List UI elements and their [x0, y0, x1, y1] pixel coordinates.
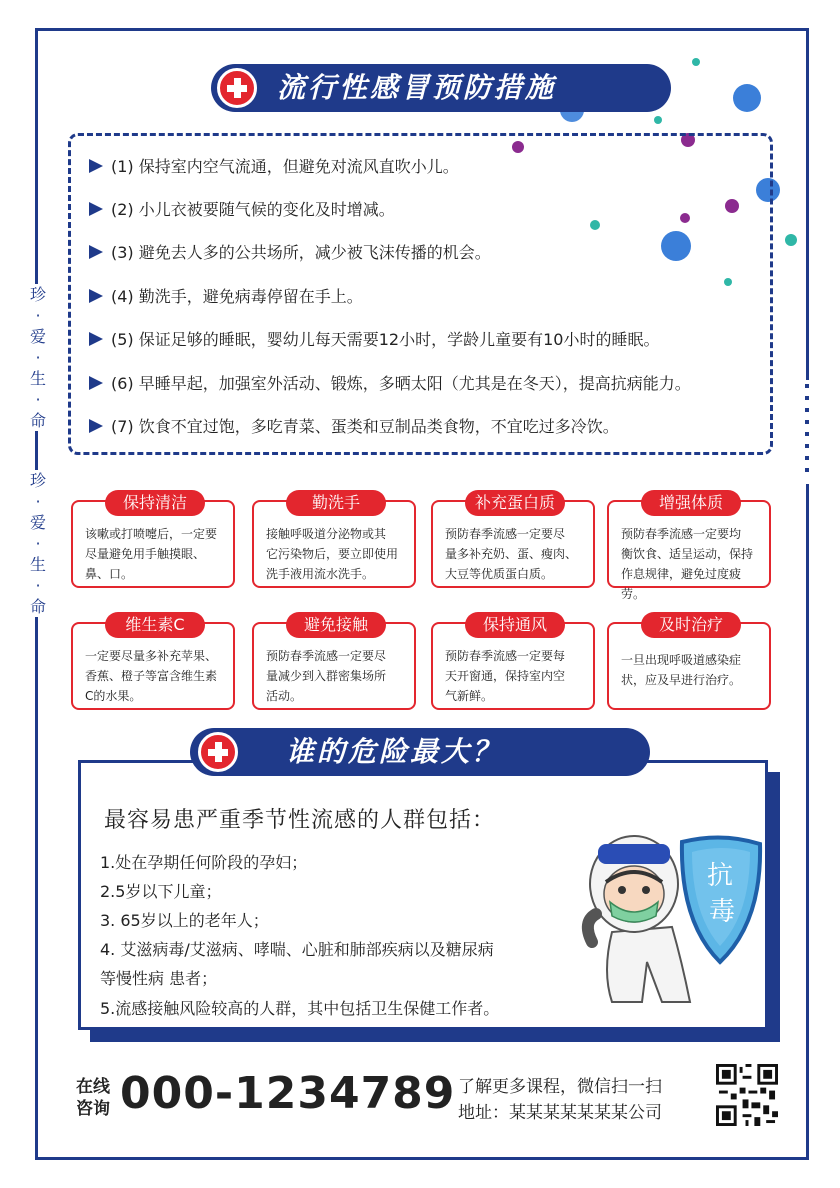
tip-card-body: 一定要尽量多补充苹果、 香蕉、橙子等富含维生素 C的水果。 [85, 649, 218, 703]
medical-cross-icon [198, 732, 238, 772]
side-char: 生 [29, 369, 46, 388]
tip-card-body: 该嗽或打喷嚏后，一定要 尽量避免用手触摸眼、 鼻、口。 [85, 527, 218, 581]
measure-item: (7) 饮食不宜过饱，多吃青菜、蛋类和豆制品类食物，不宜吃过多冷饮。 [89, 414, 619, 437]
side-char: 生 [29, 555, 46, 574]
side-char: · [35, 390, 41, 409]
side-text-top [29, 284, 47, 431]
risk-title-text: 谁的危险最大？ [286, 735, 504, 768]
triangle-bullet-icon [89, 289, 103, 303]
triangle-bullet-icon [89, 419, 103, 433]
tip-card-body: 预防春季流感一定要尽 量减少到入群密集场所 活动。 [266, 649, 387, 703]
side-char: · [35, 348, 41, 367]
triangle-bullet-icon [89, 159, 103, 173]
measure-item: (2) 小儿衣被要随气候的变化及时增减。 [89, 197, 395, 220]
tip-card-body: 预防春季流感一定要尽 量多补充奶、蛋、瘦肉、 大豆等优质蛋白质。 [445, 527, 578, 581]
measure-item: (5) 保证足够的睡眠，婴幼儿每天需要12小时，学龄儿童要有10小时的睡眠。 [89, 327, 659, 350]
tip-card-title: 勤洗手 [286, 490, 386, 516]
risk-item: 3. 65岁以上的老年人； [100, 911, 269, 930]
shield-text: 毒 [708, 897, 736, 927]
side-char: · [35, 576, 41, 595]
side-dots [802, 380, 812, 484]
risk-item: 2.5岁以下儿童； [100, 882, 222, 901]
triangle-bullet-icon [89, 245, 103, 259]
measure-item: (4) 勤洗手，避免病毒停留在手上。 [89, 284, 363, 307]
tip-card-body: 预防春季流感一定要每 天开窗通，保持室内空 气新鲜。 [445, 649, 566, 703]
page-title-text: 流行性感冒预防措施 [277, 71, 557, 104]
measures-box [68, 133, 773, 455]
measure-item: (1) 保持室内空气流通，但避免对流风直吹小儿。 [89, 154, 459, 177]
phone-number[interactable]: 000-1234789 [120, 1068, 456, 1119]
page-title [211, 64, 671, 112]
footer-wechat-line: 了解更多课程，微信扫一扫 [458, 1077, 662, 1097]
risk-title [190, 728, 650, 776]
risk-heading: 最容易患严重季节性流感的人群包括： [104, 808, 496, 833]
qr-code-icon[interactable] [716, 1064, 778, 1126]
side-char: · [35, 534, 41, 553]
tip-card-title: 避免接触 [286, 612, 386, 638]
tip-card-title: 保持通风 [465, 612, 565, 638]
consult-label: 在线 咨询 [76, 1077, 110, 1119]
tip-card [252, 615, 416, 710]
triangle-bullet-icon [89, 376, 103, 390]
shield-text: 抗 [706, 861, 734, 891]
measure-item: (6) 早睡早起，加强室外活动、锻炼，多晒太阳（尤其是在冬天），提高抗病能力。 [89, 371, 691, 394]
side-char: 爱 [29, 513, 46, 532]
tip-card-body: 预防春季流感一定要均 衡饮食、适呈运动，保持 作息规律，避免过度疲劳。 [621, 527, 754, 601]
side-char: · [35, 306, 41, 325]
footer-address-line: 地址：某某某某某某某公司 [458, 1103, 662, 1123]
side-text-bottom [29, 470, 47, 617]
tip-card [431, 615, 595, 710]
tip-card-title: 及时治疗 [641, 612, 741, 638]
side-char: 爱 [29, 327, 46, 346]
risk-item: 5.流感接触风险较高的人群，其中包括卫生保健工作者。 [100, 999, 500, 1018]
tip-card-title: 维生素C [105, 612, 205, 638]
side-char: · [35, 492, 41, 511]
triangle-bullet-icon [89, 332, 103, 346]
tip-card-title: 补充蛋白质 [465, 490, 565, 516]
tip-card-title: 增强体质 [641, 490, 741, 516]
medical-cross-icon [217, 68, 257, 108]
risk-item: 4. 艾滋病毒/艾滋病、哮喘、心脏和肺部疾病以及糖尿病 [100, 940, 494, 959]
tip-card-title: 保持清洁 [105, 490, 205, 516]
doctor-shield-illustration [572, 822, 768, 1008]
triangle-bullet-icon [89, 202, 103, 216]
tip-card [607, 493, 771, 601]
side-char: 珍 [29, 285, 46, 304]
tip-card-body: 一旦出现呼吸道感染症 状，应及早进行治疗。 [621, 653, 742, 687]
measure-item: (3) 避免去人多的公共场所，减少被飞沫传播的机会。 [89, 240, 491, 263]
footer-info [458, 1074, 662, 1126]
tip-card [71, 615, 235, 710]
side-char: 命 [29, 411, 46, 430]
tip-card-body: 接触呼吸道分泌物或其 它污染物后，要立即使用 洗手液用流水洗手。 [266, 527, 399, 581]
side-char: 命 [29, 597, 46, 616]
risk-item: 等慢性病 患者； [100, 969, 218, 988]
tip-card [607, 615, 771, 710]
risk-item: 1.处在孕期任何阶段的孕妇； [100, 853, 308, 872]
tip-card [71, 493, 235, 588]
tip-card [252, 493, 416, 588]
side-char: 珍 [29, 471, 46, 490]
tip-card [431, 493, 595, 588]
